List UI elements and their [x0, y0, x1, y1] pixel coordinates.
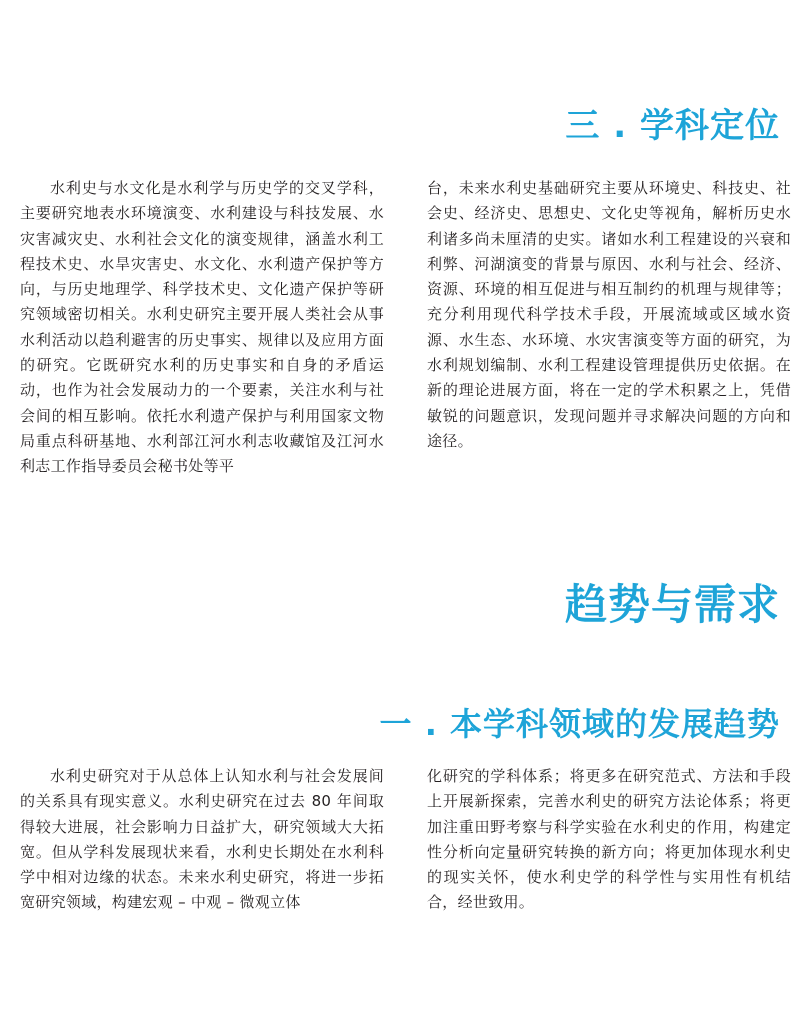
- trend-text-right-column: 化研究的学科体系；将更多在研究范式、方法和手段上开展新探索，完善水利史的研究方法论体系；将更加注重田野考察与科学实验在水利史的作用，构建定性分析向定量研究转换的新方向；将更加体现水利史的现实关怀，使水利史学的科学性与实用性有机结合，经世致用。: [427, 767, 791, 912]
- positioning-text-right-column: 台，未来水利史基础研究主要从环境史、科技史、社会史、经济史、思想史、文化史等视角，解析历史水利诸多尚未厘清的史实。诸如水利工程建设的兴衰和利弊、河湖演变的背景与原因、水利与社会、经济、资源、环境的相互促进与相互制约的机理与规律等；充分利用现代科学技术手段，开展流域或区域水资源、水生态、水环境、水灾害演变等方面的研究，为水利规划编制、水利工程建设管理提供历史依据。在新的理论进展方面，将在一定的学术积累之上，凭借敏锐的问题意识，发现问题并寻求解决问题的方向和途径。: [427, 179, 791, 450]
- section-heading-development-trend: 一 . 本学科领域的发展趋势: [379, 705, 780, 743]
- section-heading-discipline-positioning: 三 . 学科定位: [565, 106, 780, 146]
- chapter-title-trends-and-needs: 趋势与需求: [564, 580, 780, 629]
- trend-text-left-column: 水利史研究对于从总体上认知水利与社会发展间的关系具有现实意义。水利史研究在过去 80 年间取得较大进展，社会影响力日益扩大，研究领域大大拓宽。但从学科发展现状来看，水利史长期处在水利科学中相对边缘的状态。未来水利史研究，将进一步拓宽研究领域，构建宏观 – 中观 – 微观立体: [20, 767, 384, 912]
- positioning-text-left-column: 水利史与水文化是水利学与历史学的交叉学科，主要研究地表水环境演变、水利建设与科技发展、水灾害减灾史、水利社会文化的演变规律，涵盖水利工程技术史、水旱灾害史、水文化、水利遗产保护等方向，与历史地理学、科学技术史、文化遗产保护等研究领域密切相关。水利史研究主要开展人类社会从事水利活动以趋利避害的历史事实、规律以及应用方面的研究。它既研究水利的历史事实和自身的矛盾运动，也作为社会发展动力的一个要素，关注水利与社会间的相互影响。依托水利遗产保护与利用国家文物局重点科研基地、水利部江河水利志收藏馆及江河水利志工作指导委员会秘书处等平: [20, 179, 384, 476]
